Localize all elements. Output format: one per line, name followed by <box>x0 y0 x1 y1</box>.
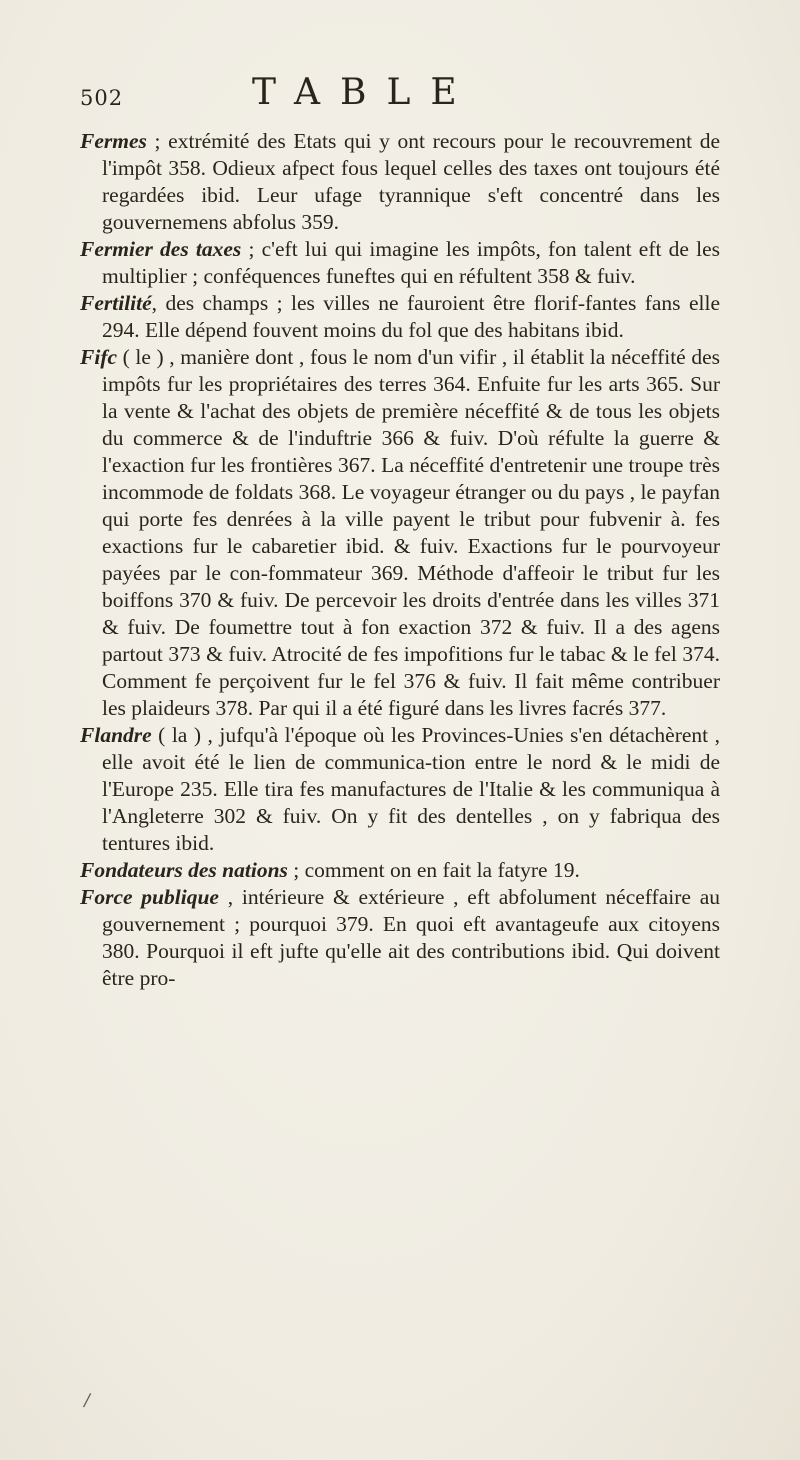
index-entry-flandre <box>80 722 720 857</box>
index-entry-force-publique <box>80 884 720 992</box>
page-number: 502 <box>80 86 124 110</box>
entry-term: Fermier des taxes <box>80 237 242 261</box>
index-entry-fisc <box>80 344 720 722</box>
entry-text: ( la ) , jufqu'à l'époque où les Provinces-Unies s'en détachèrent , elle avoit été le lien de communica-tion entre le nord & le midi de l'Europe 235. Elle tira fes manufactures de l'Italie & les communiqua à l'Angleterre 302 & fuiv. On y fit des dentelles , on y fabriqua des tentures ibid. <box>102 723 720 855</box>
entry-term: Force publique <box>80 885 219 909</box>
entry-term: Fondateurs des nations <box>80 858 288 882</box>
entry-term: Flandre <box>80 723 152 747</box>
entry-term: Fifc <box>80 345 118 369</box>
entry-text: , des champs ; les villes ne fauroient être florif-fantes fans elle 294. Elle dépend fouvent moins du fol que des habitans ibid. <box>102 291 720 342</box>
index-entry-fertilite <box>80 290 720 344</box>
entry-term: Fertilité <box>80 291 152 315</box>
index-entry-fermier-des-taxes <box>80 236 720 290</box>
entry-text: ; c'eft lui qui imagine les impôts, fon talent eft de les multiplier ; conféquences funeftes qui en réfultent 358 & fuiv. <box>102 237 720 288</box>
index-entry-fondateurs <box>80 857 720 884</box>
running-title: TABLE <box>252 72 477 113</box>
entry-text: , intérieure & extérieure , eft abfolument néceffaire au gouvernement ; pourquoi 379. En quoi eft avantageufe aux citoyens 380. Pourquoi il eft jufte qu'elle ait des contributions ibid. Qui doivent être pro- <box>102 885 720 990</box>
entry-text: ; extrémité des Etats qui y ont recours pour le recouvrement de l'impôt 358. Odieux afpect fous lequel celles des taxes ont toujours été regardées ibid. Leur ufage tyrannique s'eft concentré dans les gouvernemens abfolus 359. <box>102 129 720 234</box>
stray-mark: / <box>82 1389 92 1412</box>
index-entry-fermes <box>80 128 720 236</box>
entry-text: ( le ) , manière dont , fous le nom d'un vifir , il établit la néceffité des impôts fur les propriétaires des terres 364. Enfuite fur les arts 365. Sur la vente & l'achat des objets de première néceffité & de tous les objets du commerce & de l'induftrie 366 & fuiv. D'où réfulte la guerre & l'exaction fur les frontières 367. La néceffité d'entretenir une troupe très incommode de foldats 368. Le voyageur étranger ou du pays , le payfan qui porte fes denrées à la ville payent le tribut pour fubvenir à. fes exactions fur le cabaretier ibid. & fuiv. Exactions fur le pourvoyeur payées par le con-fommateur 369. Méthode d'affeoir le tribut fur les boiffons 370 & fuiv. De percevoir les droits d'entrée dans les villes 371 & fuiv. De foumettre tout à fon exaction 372 & fuiv. Il a des agens partout 373 & fuiv. Atrocité de fes impofitions fur le tabac & le fel 374. Comment fe perçoivent fur le fel 376 & fuiv. Il fait même contribuer les plaideurs 378. Par qui il a été figuré dans les livres facrés 377. <box>102 345 720 720</box>
index-text <box>80 128 720 992</box>
page-header <box>80 72 720 122</box>
entry-term: Fermes <box>80 129 147 153</box>
entry-text: ; comment on en fait la fatyre 19. <box>287 858 580 882</box>
